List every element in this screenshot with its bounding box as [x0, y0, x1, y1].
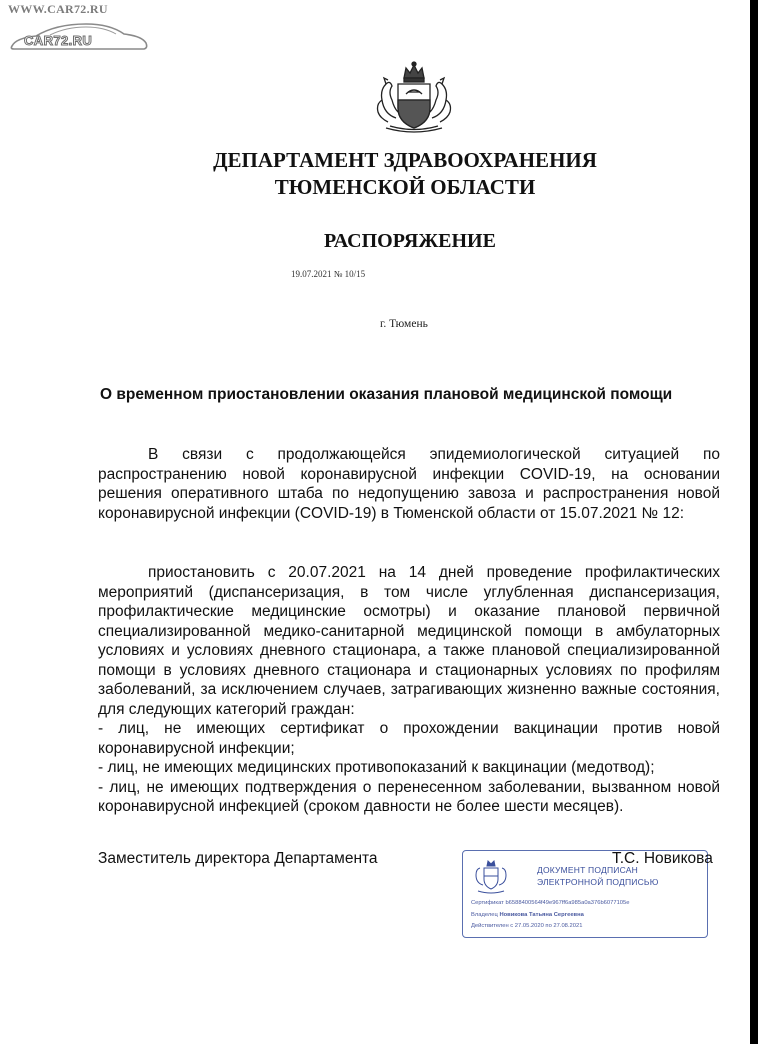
- document-date-number: 19.07.2021 № 10/15: [291, 269, 366, 279]
- body-paragraph-2: [98, 563, 720, 817]
- stamp-validity: Действителен с 27.05.2020 по 27.08.2021: [471, 923, 583, 929]
- owner-label: Владелец: [471, 912, 498, 918]
- watermark-url: WWW.CAR72.RU: [8, 2, 108, 16]
- document-type: РАСПОРЯЖЕНИЕ: [324, 230, 496, 252]
- list-item: - лиц, не имеющих подтверждения о перенесенном заболевании, вызванном новой коронавирусной инфекцией (сроком давности не более шести месяцев).: [98, 778, 720, 815]
- signer-position: Заместитель директора Департамента: [98, 850, 378, 867]
- department-title: [0, 147, 758, 201]
- stamp-title-line-2: ЭЛЕКТРОННОЙ ПОДПИСЬЮ: [537, 877, 659, 887]
- stamp-owner: [471, 912, 584, 918]
- coat-of-arms-icon: [368, 60, 460, 136]
- stamp-title-line-1: ДОКУМЕНТ ПОДПИСАН: [537, 865, 638, 875]
- list-item: - лиц, не имеющих сертификат о прохождении вакцинации против новой коронавирусной инфекции;: [98, 720, 720, 757]
- document-city: г. Тюмень: [380, 318, 428, 330]
- paragraph-1-text: В связи с продолжающейся эпидемиологической ситуацией по распространению новой коронавирусной инфекции COVID-19, на основании решения оперативного штаба по недопущению завоза и распространения новой коронавирусной инфекции (COVID-19) в Тюменской области от 15.07.2021 № 12:: [98, 446, 720, 522]
- paragraph-2-text: приостановить с 20.07.2021 на 14 дней проведение профилактических мероприятий (диспансеризация, в том числе углубленная диспансеризация, профилактические медицинские осмотры) и оказание плановой первичной специализированной медико-санитарной медицинской помощи в амбулаторных условиях и условиях дневного стационара, а также плановой специализированной помощи в условиях дневного стационара и стационарных условиях по профилям заболеваний, за исключением случаев, затрагивающих жизненно важные состояния, для следующих категорий граждан:: [98, 564, 720, 718]
- watermark-logo-text: CAR72.RU: [24, 33, 93, 48]
- department-line-1: ДЕПАРТАМЕНТ ЗДРАВООХРАНЕНИЯ: [213, 148, 597, 172]
- signer-name: Т.С. Новикова: [612, 850, 713, 867]
- stamp-coat-of-arms-icon: [471, 859, 511, 895]
- certificate-value: b6588400564f49e967ff6a985a0a376b6077105e: [505, 900, 630, 906]
- list-item: - лиц, не имеющих медицинских противопоказаний к вакцинации (медотвод);: [98, 759, 655, 776]
- site-watermark: [6, 2, 156, 54]
- certificate-label: Сертификат: [471, 900, 504, 906]
- owner-value: Новикова Татьяна Сергеевна: [499, 912, 584, 918]
- stamp-certificate: [471, 900, 629, 906]
- document-subject: О временном приостановлении оказания плановой медицинской помощи: [100, 386, 673, 403]
- department-line-2: ТЮМЕНСКОЙ ОБЛАСТИ: [274, 175, 536, 199]
- body-paragraph-1: [98, 445, 720, 523]
